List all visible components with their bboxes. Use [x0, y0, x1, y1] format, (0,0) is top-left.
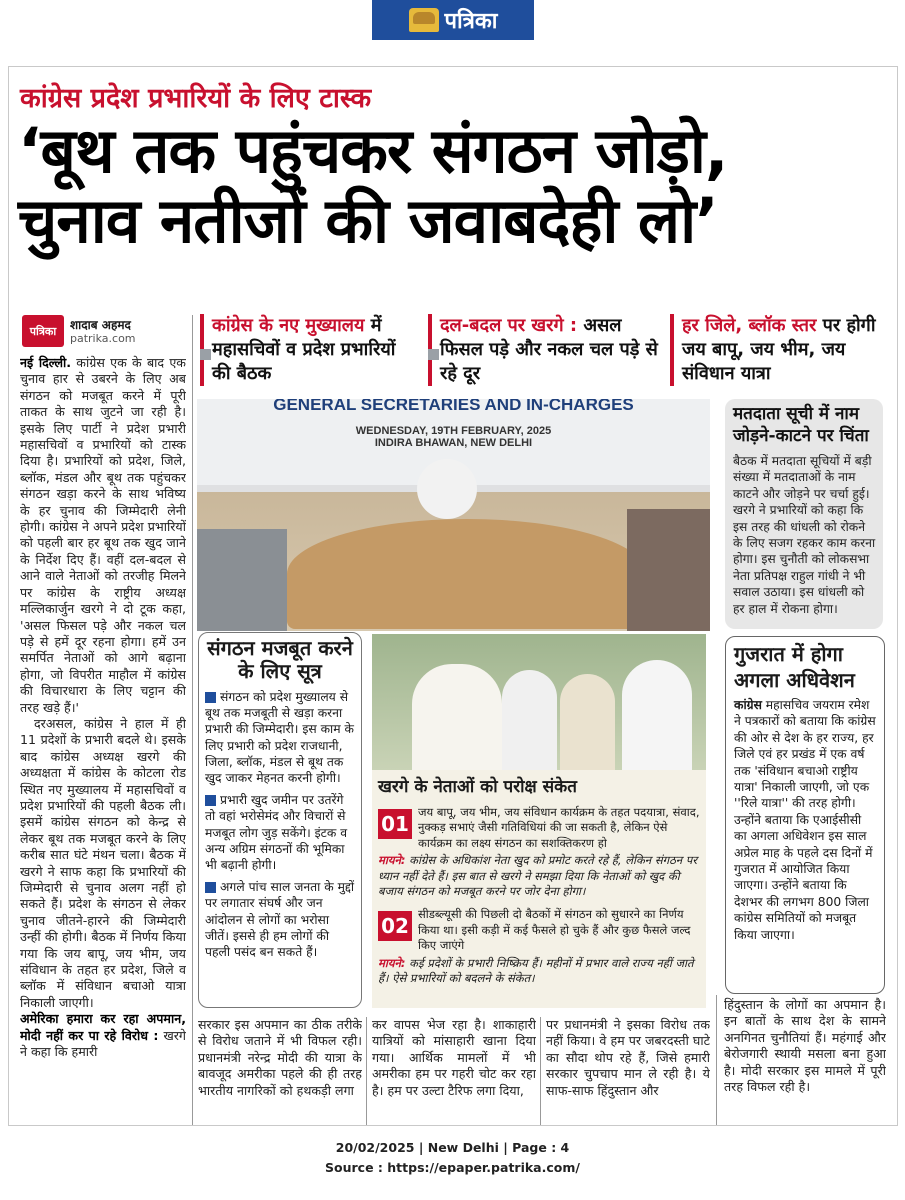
point-number: 01	[378, 809, 412, 839]
paragraph-text: हिंदुस्तान के लोगों का अपमान है। इन बातों के साथ देश के सामने अनगिनत चुनौतियां हैं। महंगाई और बेरोजगारी स्थायी मसला बना हुआ है। मोदी सरकार इस मामले में पूरी तरह विफल रही है।	[724, 997, 886, 1095]
subhead: अमेरिका हमारा कर रहा अपमान, मोदी नहीं कर पा रहे विरोध :	[20, 1011, 186, 1043]
attendees-left	[197, 529, 287, 631]
sutra-box	[198, 632, 362, 1008]
column-divider	[366, 1017, 367, 1125]
meaning-text: कांग्रेस के अधिकांश नेता खुद को प्रमोट करते रहे हैं, लेकिन संगठन पर ध्यान नहीं देते हैं। इस बात से खरगे ने समझा दिया कि नेताओं को खुद की बजाय संगठन को मजबूत करने पर जोर देना होगा।	[378, 853, 698, 899]
person-kharge	[412, 664, 502, 770]
headline-line-1: ‘बूथ तक पहुंचकर संगठन जोड़ो,	[18, 114, 728, 187]
highlight-text: में महासचिवों व प्रदेश प्रभारियों की बैठक	[212, 315, 396, 384]
list-item	[205, 792, 355, 873]
list-item-text: संगठन को प्रदेश मुख्यालय से बूथ तक मजबूती से खड़ा करना प्रभारी की जिम्मेदारी। इस काम के लिए प्रभारी को प्रदेश राजधानी, जिला, ब्लॉक, मंडल से बूथ तक खुद जाकर मेहनत करनी होगी।	[205, 690, 354, 786]
voter-list-box	[725, 399, 883, 629]
box-lead: कांग्रेस	[734, 698, 762, 712]
gujarat-box	[725, 636, 885, 994]
banner-line: WEDNESDAY, 19TH FEBRUARY, 2025	[355, 425, 552, 437]
box-title: खरगे के नेताओं को परोक्ष संकेत	[378, 777, 577, 797]
headline-line-2: चुनाव नतीजों की जवाबदेही लो’	[18, 184, 718, 257]
byline	[22, 315, 197, 347]
box-title: संगठन मजबूत करने के लिए सूत्र	[207, 636, 353, 683]
highlight-3	[670, 314, 890, 386]
highlight-text: पर होगी जय बापू, जय भीम, जय संविधान यात्रा	[682, 315, 876, 384]
person-rahul	[622, 660, 692, 770]
point-meaning	[378, 853, 700, 899]
person-venugopal	[502, 670, 557, 770]
body-column-1	[20, 355, 186, 1125]
lion-emblem-icon	[409, 8, 439, 32]
paragraph-text: पर प्रधानमंत्री ने इसका विरोध तक नहीं किया। वे हम पर जबरदस्ती घाटे का सौदा थोप रहे हैं, जिसे हमारी सरकार चुपचाप मान ले रही है। ये साफ-साफ हिंदुस्तान और	[546, 1017, 710, 1098]
highlight-red: दल-बदल पर खरगे :	[440, 315, 578, 336]
footer-source: Source : https://epaper.patrika.com/	[325, 1160, 580, 1175]
paragraph-text: खरगे ने कहा कि हमारी	[20, 1027, 186, 1060]
conference-table	[287, 519, 647, 629]
author-site: patrika.com	[70, 332, 136, 345]
bottom-column	[546, 1017, 710, 1125]
point-number: 02	[378, 911, 412, 941]
box-text: बैठक में मतदाता सूचियों में बड़ी संख्या में मतदाताओं के नाम काटने और जोड़ने पर चर्चा हुई। खरगे ने प्रभारियों को कहा कि इस तरह की धांधली को रोकने के लिए सजग रहकर काम करना होगा। इस चुनौती को लोकसभा नेता प्रतिपक्ष राहुल गांधी ने भी सवाल उठाया। इस धांधली को हर हाल में रोकना होगा।	[733, 454, 876, 616]
box-title: गुजरात में होगा अगला अधिवेशन	[734, 642, 855, 692]
meeting-photo	[197, 399, 710, 631]
author-name: शादाब अहमद	[70, 318, 131, 332]
bottom-column	[372, 1017, 536, 1125]
person-turban	[560, 674, 615, 770]
headline	[18, 116, 888, 256]
attendees-right	[627, 509, 710, 631]
masthead-logo	[372, 0, 534, 40]
highlight-red: कांग्रेस के नए मुख्यालय	[212, 315, 365, 336]
square-bullet-icon	[205, 692, 216, 703]
hint-point	[378, 805, 700, 851]
paragraph-text: कर वापस भेज रहा है। शाकाहारी यात्रियों को मांसाहारी खाना दिया गया। आर्थिक मामलों में भी अमरीका हम पर गहरी चोट कर रहा है। हम पर उल्टा टैरिफ लगा दिया,	[372, 1017, 536, 1098]
list-item	[205, 689, 355, 786]
point-text: जय बापू, जय भीम, जय संविधान कार्यक्रम के तहत पदयात्रा, संवाद, नुक्कड़ सभाएं जैसी गतिविधियां की जा सकती है, लेकिन ऐसे कार्यक्रम का लक्ष्य संगठन का सशक्तिकरण हो	[418, 805, 700, 850]
patrika-badge: पत्रिका	[22, 315, 64, 347]
column-divider	[540, 1017, 541, 1125]
meaning-text: कई प्रदेशों के प्रभारी निष्क्रिय हैं। महीनों में प्रभार वाले राज्य नहीं जाते हैं। ऐसे प्रभारियों को बदलने के संकेत।	[378, 955, 694, 986]
highlight-text: असल फिसल पड़े और नकल चल पड़े से रहे दूर	[440, 315, 658, 384]
box-text-body: महासचिव जयराम रमेश ने पत्रकारों को बताया कि कांग्रेस की ओर से देश के हर राज्य, हर जिले एवं हर प्रखंड में एक वर्ष तक 'संविधान बचाओ राष्ट्रीय यात्रा' निकाली जाएगी, जो एक ''रिले यात्रा'' की तरह होगी। उन्होंने बताया कि एआईसीसी का अगला अधिवेशन इस साल अप्रेल माह के पहले दस दिनों में गुजरात में आयोजित किया जाएगा। उन्होंने बताया कि देशभर की लगभग 800 जिला कांग्रेस समितियों को मजबूत किया जाएगा।	[734, 698, 876, 942]
kicker: कांग्रेस प्रदेश प्रभारियों के लिए टास्क	[20, 83, 372, 114]
list-item-text: अगले पांच साल जनता के मुद्दों पर लगातार संघर्ष और जन आंदोलन से लोगों का भरोसा जीतें। इससे ही हम लोगों की पहली पसंद बन सकते हैं।	[205, 880, 355, 960]
column-divider	[716, 995, 717, 1125]
highlight-2	[428, 314, 660, 386]
box-title: मतदाता सूची में नाम जोड़ने-काटने पर चिंता	[733, 404, 869, 446]
highlight-red: हर जिले, ब्लॉक स्तर	[682, 315, 817, 336]
banner-line: GENERAL SECRETARIES AND IN-CHARGES	[273, 399, 634, 414]
highlight-1	[200, 314, 415, 386]
person-kharge	[417, 459, 477, 519]
paragraph-text: कांग्रेस एक के बाद एक चुनाव हार से उबरने के लिए अब संगठन को मजबूत करने में पूरी ताकत के साथ जुटने जा रही है। इसके लिए पार्टी ने प्रदेश प्रभारी महासचिवों व प्रभारियों को टास्क दिया है। प्रभारियों को प्रदेश, जिले, ब्लॉक, मंडल और बूथ तक पहुंचकर संगठन खड़ा करने के साथ भविष्य के हर चुनाव की जिम्मेदारी लेनी होगी। कांग्रेस ने अपने प्रदेश प्रभारियों को पहली बार हर बूथ तक खुद जाने के निर्देश दिए हैं। वहीं दल-बदल से आने वाले नेताओं को तरजीह मिलने पर कांग्रेस के राष्ट्रीय अध्यक्ष मल्लिकार्जुन खरगे ने दो टूक कहा, 'असल फिसल पड़े और नकल चल पड़े से हमें दूर रहना होगा। हमें उन समर्पित नेताओं को आगे बढ़ाना होगा, जो विपरीत माहौल में कांग्रेस की विचारधारा के लिए चट्टान की तरह खड़े हैं।'	[20, 355, 186, 715]
square-bullet-icon	[428, 344, 443, 363]
list-item-text: प्रभारी खुद जमीन पर उतरेंगे तो वहां भरोसेमंद और विचारों से मजबूत लोग जुड़ सकेंगे। इंटक व अन्य अग्रिम संगठनों की भूमिका भी बढ़ानी होगी।	[205, 793, 348, 873]
list-item	[205, 879, 355, 960]
square-bullet-icon	[205, 882, 216, 893]
point-text: सीडब्ल्यूसी की पिछली दो बैठकों में संगठन को सुधारने का निर्णय किया था। इसी कड़ी में कई फैसले हो चुके हैं और कुछ फैसले जल्द किए जाएंगे	[418, 907, 691, 953]
banner-line: INDIRA BHAWAN, NEW DELHI	[374, 437, 533, 449]
hint-point	[378, 907, 700, 953]
point-meaning	[378, 956, 700, 987]
meaning-label: मायने:	[378, 955, 406, 970]
kharge-hints-box	[372, 770, 706, 1008]
square-bullet-icon	[200, 344, 215, 363]
paragraph	[20, 355, 186, 716]
dateline: नई दिल्ली.	[20, 355, 72, 370]
meaning-label: मायने:	[378, 853, 406, 868]
masthead-title: पत्रिका	[444, 9, 498, 34]
paragraph-text: सरकार इस अपमान का ठीक तरीके से विरोध जताने में भी विफल रही। प्रधानमंत्री नरेन्द्र मोदी की यात्रा के बावजूद अमरीका पहले की ही तरह भारतीय नागरिकों को हथकड़ी लगा	[198, 1017, 362, 1098]
paragraph	[20, 716, 186, 1011]
footer-date: 20/02/2025 | New Delhi | Page : 4	[335, 1140, 570, 1155]
column-divider	[192, 315, 193, 1125]
leaders-photo	[372, 634, 706, 770]
paragraph	[20, 1011, 186, 1060]
box-text	[734, 697, 876, 943]
bottom-column	[724, 997, 886, 1125]
paragraph-text: दरअसल, कांग्रेस ने हाल में ही 11 प्रदेशों के प्रभारी बदले थे। इसके बाद कांग्रेस अध्यक्ष खरगे की अध्यक्षता में कांग्रेस के कोटला रोड स्थित नए मुख्यालय में महासचिवों व प्रदेश प्रभारियों की पहली बैठक ली। इसमें कांग्रेस संगठन को केन्द्र से लेकर बूथ तक मजबूत करने के लिए करीब सात घंटे मंथन चला। बैठक में खरगे ने साफ कहा कि प्रभारियों की जिम्मेदारी से चुनाव अलग नहीं हो सकते हैं। प्रदेश के संगठन से लेकर चुनाव जीतने-हारने की जिम्मेदारी उन्हीं की होगी। बैठक में निर्णय किया गया कि जय बापू, जय भीम, जय संविधान के तहत हर प्रदेश, जिले व ब्लॉक में संविधान बचाओ यात्रा निकाली जाएगी।	[20, 715, 186, 1010]
bottom-column	[198, 1017, 362, 1125]
square-bullet-icon	[205, 795, 216, 806]
